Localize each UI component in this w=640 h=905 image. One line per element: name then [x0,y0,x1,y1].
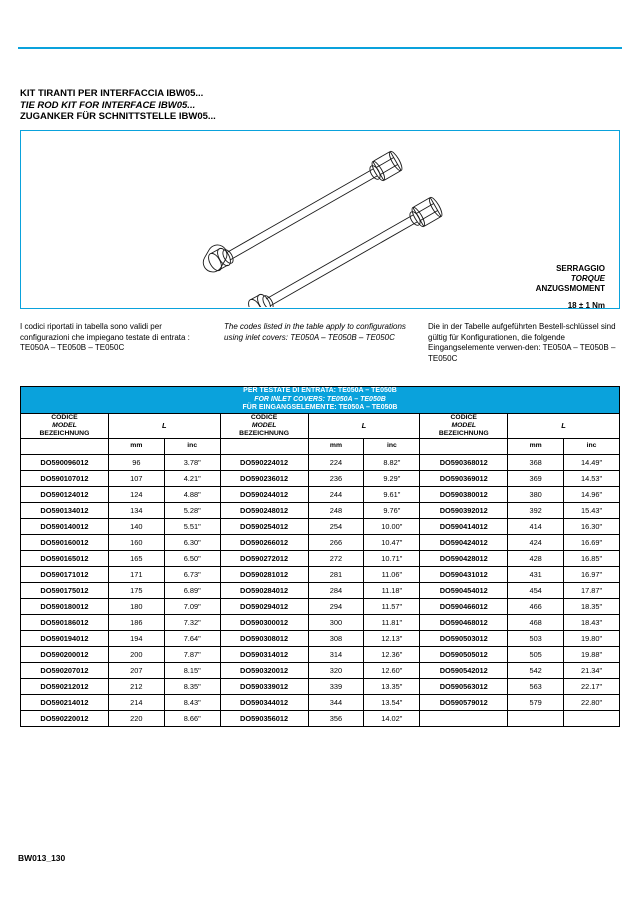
cell-inc: 4.21" [164,470,220,486]
note-english: The codes listed in the table apply to configurations using inlet covers: TE050A – TE050B – TE050C [224,322,406,342]
cell-code: DO590266012 [220,534,308,550]
cell-code: DO590392012 [420,502,508,518]
cell-mm: 294 [308,598,364,614]
header-code-german-3: BEZEICHNUNG [438,429,489,437]
table-header-row [21,413,620,438]
subheader-inc-1: inc [164,438,220,454]
cell-code: DO590431012 [420,566,508,582]
cell-mm: 454 [508,582,564,598]
table-row [21,454,620,470]
table-row [21,534,620,550]
cell-inc: 10.71" [364,550,420,566]
cell-code: DO590236012 [220,470,308,486]
cell-code: DO590180012 [21,598,109,614]
cell-code: DO590171012 [21,566,109,582]
header-code-italian-2: CODICE [250,413,278,421]
cell-code: DO590356012 [220,710,308,726]
cell-inc: 17.87" [564,582,620,598]
cell-code: DO590344012 [220,694,308,710]
subheader-blank-2 [220,438,308,454]
torque-label-italian: SERRAGGIO [556,264,605,273]
cell-code: DO590214012 [21,694,109,710]
cell-inc: 6.73" [164,566,220,582]
cell-inc: 14.96" [564,486,620,502]
header-code-english-1: MODEL [52,421,77,429]
cell-code: DO590320012 [220,662,308,678]
cell-code: DO590428012 [420,550,508,566]
cell-inc: 16.30" [564,518,620,534]
cell-code: DO590414012 [420,518,508,534]
cell-inc: 14.02" [364,710,420,726]
cell-code: DO590369012 [420,470,508,486]
cell-inc: 9.61" [364,486,420,502]
cell-inc: 10.00" [364,518,420,534]
cell-mm: 244 [308,486,364,502]
table-subheader-row [21,438,620,454]
table-row [21,662,620,678]
cell-code: DO590194012 [21,630,109,646]
cell-mm: 194 [108,630,164,646]
top-rule [18,47,622,49]
cell-code: DO590284012 [220,582,308,598]
cell-mm: 160 [108,534,164,550]
cell-inc: 19.88" [564,646,620,662]
header-code-english-2: MODEL [251,421,277,429]
subheader-blank-3 [420,438,508,454]
torque-label-english: TORQUE [570,274,605,283]
cell-mm: 369 [508,470,564,486]
torque-value: 18 ± 1 Nm [567,301,605,310]
cell-inc: 22.80" [564,694,620,710]
header-code-english-3: MODEL [451,421,477,429]
cell-inc: 5.51" [164,518,220,534]
cell-inc: 19.80" [564,630,620,646]
cell-code: DO590140012 [21,518,109,534]
cell-code: DO590254012 [220,518,308,534]
cell-mm: 308 [308,630,364,646]
cell-inc: 8.66" [164,710,220,726]
header-code-italian-1: CODICE [51,413,78,421]
cell-inc: 4.88" [164,486,220,502]
note-german: Die in der Tabelle aufgeführten Bestell-schlüssel sind gültig für Konfigurationen, die folgende Eingangselemente verwen-den: TE050A – TE050B – TE050C [428,322,616,363]
cell-code: DO590380012 [420,486,508,502]
cell-mm: 140 [108,518,164,534]
cell-code: DO590300012 [220,614,308,630]
cell-mm: 134 [108,502,164,518]
note-italian: I codici riportati in tabella sono validi per configurazioni che impiegano testate di entrata : TE050A – TE050B – TE050C [20,322,190,352]
cell-code: DO590454012 [420,582,508,598]
cell-inc: 8.15" [164,662,220,678]
cell-code: DO590165012 [21,550,109,566]
cell-mm: 344 [308,694,364,710]
cell-inc: 22.17" [564,678,620,694]
cell-code: DO590160012 [21,534,109,550]
cell-code: DO590281012 [220,566,308,582]
cell-inc [564,710,620,726]
cell-mm: 356 [308,710,364,726]
cell-inc: 18.35" [564,598,620,614]
table-row [21,550,620,566]
page-title [20,88,440,123]
cell-mm: 424 [508,534,564,550]
cell-mm: 414 [508,518,564,534]
subheader-inc-2: inc [364,438,420,454]
cell-inc: 7.87" [164,646,220,662]
cell-code: DO590339012 [220,678,308,694]
torque-label [536,264,605,294]
cell-mm: 214 [108,694,164,710]
table-row [21,646,620,662]
cell-mm: 466 [508,598,564,614]
cell-mm: 505 [508,646,564,662]
cell-code: DO590220012 [21,710,109,726]
cell-code: DO590424012 [420,534,508,550]
table-body [21,454,620,726]
cell-code: DO590503012 [420,630,508,646]
header-l-label-1: L [161,420,167,430]
table-row [21,710,620,726]
cell-mm [508,710,564,726]
cell-mm: 272 [308,550,364,566]
cell-code: DO590207012 [21,662,109,678]
cell-inc: 7.09" [164,598,220,614]
cell-inc: 8.35" [164,678,220,694]
cell-mm: 236 [308,470,364,486]
cell-mm: 207 [108,662,164,678]
cell-code: DO590096012 [21,454,109,470]
cell-mm: 339 [308,678,364,694]
cell-inc: 15.43" [564,502,620,518]
cell-mm: 392 [508,502,564,518]
cell-inc: 12.60" [364,662,420,678]
cell-mm: 175 [108,582,164,598]
header-l-1 [108,413,220,438]
footer-document-code: BW013_130 [18,853,66,863]
header-code-italian-3: CODICE [450,413,477,421]
cell-code [420,710,508,726]
cell-inc: 6.89" [164,582,220,598]
cell-code: DO590563012 [420,678,508,694]
header-l-label-3: L [561,420,566,430]
cell-code: DO590124012 [21,486,109,502]
cell-inc: 14.49" [564,454,620,470]
header-l-label-2: L [361,420,367,430]
cell-mm: 124 [108,486,164,502]
cell-inc: 6.50" [164,550,220,566]
cell-code: DO590212012 [21,678,109,694]
table-row [21,614,620,630]
cell-mm: 254 [308,518,364,534]
cell-mm: 380 [508,486,564,502]
cell-inc: 9.76" [364,502,420,518]
cell-mm: 542 [508,662,564,678]
cell-mm: 503 [508,630,564,646]
cell-code: DO590368012 [420,454,508,470]
cell-inc: 11.18" [364,582,420,598]
cell-inc: 7.64" [164,630,220,646]
title-english: TIE ROD KIT FOR INTERFACE IBW05... [20,99,196,111]
cell-mm: 563 [508,678,564,694]
cell-inc: 5.28" [164,502,220,518]
cell-mm: 314 [308,646,364,662]
cell-code: DO590175012 [21,582,109,598]
title-german: ZUGANKER FÜR SCHNITTSTELLE IBW05... [20,111,216,122]
header-code-german-2: BEZEICHNUNG [239,429,290,437]
cell-inc: 16.69" [564,534,620,550]
tie-rod-table [20,386,620,727]
subheader-blank-1 [21,438,109,454]
cell-code: DO590542012 [420,662,508,678]
cell-code: DO590308012 [220,630,308,646]
cell-inc: 13.35" [364,678,420,694]
cell-inc: 10.47" [364,534,420,550]
product-figure [20,130,620,309]
cell-mm: 212 [108,678,164,694]
table-row [21,502,620,518]
cell-inc: 8.43" [164,694,220,710]
cell-mm: 281 [308,566,364,582]
cell-inc: 21.34" [564,662,620,678]
cell-mm: 468 [508,614,564,630]
cell-inc: 16.97" [564,566,620,582]
subheader-inc-3: inc [564,438,620,454]
cell-mm: 224 [308,454,364,470]
cell-inc: 13.54" [364,694,420,710]
cell-mm: 107 [108,470,164,486]
cell-mm: 171 [108,566,164,582]
torque-label-german: ANZUGSMOMENT [535,284,605,293]
table-row [21,470,620,486]
banner-italian: PER TESTATE DI ENTRATA: TE050A – TE050B [243,387,397,394]
cell-inc: 6.30" [164,534,220,550]
cell-code: DO590505012 [420,646,508,662]
cell-code: DO590186012 [21,614,109,630]
table-row [21,678,620,694]
cell-code: DO590244012 [220,486,308,502]
cell-code: DO590466012 [420,598,508,614]
table-row [21,598,620,614]
cell-inc: 14.53" [564,470,620,486]
tie-rod-illustration [21,131,617,307]
header-code-german-1: BEZEICHNUNG [39,429,90,437]
subheader-mm-2: mm [308,438,364,454]
banner-german: FÜR EINGANGSELEMENTE: TE050A – TE050B [242,404,398,412]
table-row [21,582,620,598]
cell-inc: 7.32" [164,614,220,630]
cell-code: DO590134012 [21,502,109,518]
cell-code: DO590272012 [220,550,308,566]
cell-inc: 11.06" [364,566,420,582]
cell-code: DO590579012 [420,694,508,710]
cell-inc: 16.85" [564,550,620,566]
cell-code: DO590200012 [21,646,109,662]
cell-mm: 300 [308,614,364,630]
cell-code: DO590294012 [220,598,308,614]
table-row [21,630,620,646]
banner-english: FOR INLET COVERS: TE050A – TE050B [254,395,386,403]
cell-mm: 220 [108,710,164,726]
cell-inc: 12.36" [364,646,420,662]
cell-code: DO590468012 [420,614,508,630]
table-row [21,486,620,502]
cell-mm: 248 [308,502,364,518]
title-italian: KIT TIRANTI PER INTERFACCIA IBW05... [20,88,204,99]
subheader-mm-3: mm [508,438,564,454]
table-row [21,518,620,534]
cell-mm: 96 [108,454,164,470]
cell-inc: 9.29" [364,470,420,486]
subheader-mm-1: mm [108,438,164,454]
cell-inc: 18.43" [564,614,620,630]
header-l-2 [308,413,420,438]
header-code-1 [21,413,109,438]
cell-code: DO590107012 [21,470,109,486]
table-row [21,694,620,710]
cell-mm: 165 [108,550,164,566]
cell-mm: 200 [108,646,164,662]
cell-inc: 12.13" [364,630,420,646]
cell-mm: 579 [508,694,564,710]
cell-inc: 11.81" [364,614,420,630]
cell-mm: 180 [108,598,164,614]
cell-mm: 320 [308,662,364,678]
table-banner [21,387,620,414]
cell-mm: 431 [508,566,564,582]
table-row [21,566,620,582]
header-code-2 [220,413,308,438]
cell-inc: 8.82" [364,454,420,470]
cell-code: DO590224012 [220,454,308,470]
cell-inc: 3.78" [164,454,220,470]
cell-mm: 284 [308,582,364,598]
header-code-3 [420,413,508,438]
cell-inc: 11.57" [364,598,420,614]
cell-mm: 428 [508,550,564,566]
cell-mm: 368 [508,454,564,470]
cell-code: DO590314012 [220,646,308,662]
header-l-3 [508,413,620,438]
cell-mm: 266 [308,534,364,550]
cell-code: DO590248012 [220,502,308,518]
cell-mm: 186 [108,614,164,630]
